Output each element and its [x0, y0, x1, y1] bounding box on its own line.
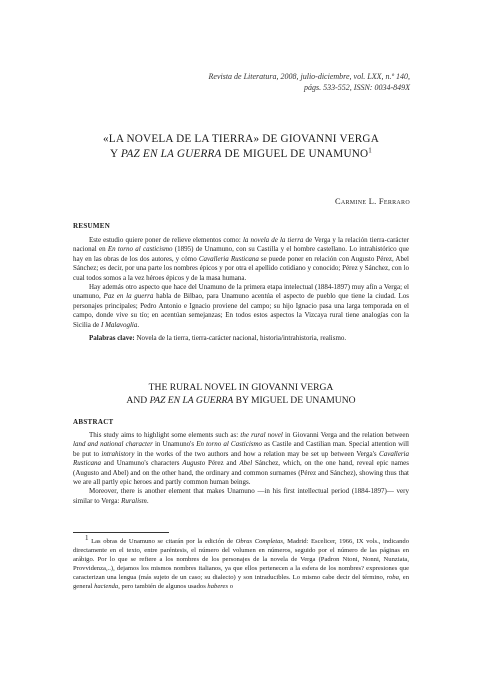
journal-reference [90, 71, 410, 93]
footnote-1: $^1$ Las obras de Unamuno se citarán por la edición de Obras Completas, Madrid: Escelicer, 1966, IX vols., indicando directamente en el texto, entre paréntesis, el número del volumen en números, seguido por el número de las páginas en arábigo. Por lo que se refiere a los nombres de los personajes de la novela de Verga (Padron Ntoni, Nonni, Nunziata, Provvidenza,..), dejamos los mismos nombres italianos, ya que ellos pertenecen a la esfera de los nombres? expresiones que caracterizan una lengua (más sujeto de un caso; su dialecto) y son intraducibles. Lo mismo cabe decir del término, roba, en general hacienda, pero también de algunos usados haberes o [73, 533, 409, 590]
author-name: Carmine L. Ferraro [334, 197, 410, 206]
resumen-heading: RESUMEN [73, 222, 111, 230]
keywords-text: Novela de la tierra, tierra-carácter nacional, historia/intrahistoria, realismo. [134, 334, 347, 343]
footnote-number: 1 [85, 533, 89, 542]
title-tail: DE MIGUEL DE UNAMUNO [221, 148, 369, 160]
article-title-line-1: «LA NOVELA DE LA TIERRA» DE GIOVANNI VERGA [103, 133, 379, 145]
english-title [60, 381, 422, 407]
title-italic: PAZ EN LA GUERRA [120, 148, 222, 160]
article-title [60, 132, 422, 162]
title-footnote-mark[interactable]: 1 [368, 146, 372, 155]
keywords-label: Palabras clave: [89, 334, 135, 343]
english-title-line-1: THE RURAL NOVEL IN GIOVANNI VERGA [148, 382, 334, 393]
journal-reference-line-1: Revista de Literatura, 2008, julio-diciembre, vol. LXX, n.º 140, [208, 72, 410, 81]
english-title-line-2: AND PAZ EN LA GUERRA BY MIGUEL DE UNAMUNO [126, 395, 356, 406]
journal-reference-line-2: págs. 533-552, ISSN: 0034-849X [304, 83, 410, 92]
resumen-paragraph-2: Hay además otro aspecto que hace del Unamuno de la primera etapa intelectual (1884-1897) muy afín a Verga; el unamuno, Paz en la guerra habla de Bilbao, para Unamuno acentúa el aspecto de pueblo que tiene la ciudad. Los personajes principales; Pedro Antonio e Ignacio proviene del campo; su hijo Ignacio pasa una larga temporada en el campo, donde vive su tío; en acentúan semejanzas; En todos estos aspectos la Vizcaya rural tiene analogías con la Sicilia de I Malavoglia. [73, 283, 410, 329]
abstract-heading: ABSTRACT [73, 418, 114, 426]
resumen-body [73, 236, 409, 343]
article-title-line-2 [60, 147, 422, 162]
footnote [73, 533, 409, 591]
abstract-body [73, 431, 409, 506]
title-lead: Y [110, 148, 121, 160]
abstract-paragraph-1: This study aims to highlight some elements such as: the rural novel in Giovanni Verga and the relation between land and national character in Unamuno's En torno al Casticismo as Castile and Castilian man. Special attention will be put to intrahistory in the works of the two authors and how a relation may be set up between Verga's Cavalleria Rusticana and Unamuno's characters Augusto Pérez and Abel Sánchez, which, on the one hand, reveal epic names (Augusto and Abel) and on the other hand, the ordinary and common surnames (Pérez and Sánchez), showing thus that we are all partly epic heroes and partly common human beings. [73, 431, 409, 487]
resumen-keywords [73, 334, 409, 343]
abstract-paragraph-2: Moreover, there is another element that makes Unamuno —in his first intellectual period (1884-1897)— very similar to Verga: Ruralism. [73, 487, 409, 505]
resumen-paragraph-1: Este estudio quiere poner de relieve elementos como: la novela de la tierra de Verga y la relación tierra-carácter nacional en En torno al casticismo (1895) de Unamuno, con su Castilla y el hombre castellano. Lo intrahistórico que hay en las obras de los dos autores, y cómo Cavalleria Rusticana se puede poner en relación con Augusto Pérez, Abel Sánchez; es decir, por una parte los nombres épicos y por otra el apellido cotidiano y conocido; Pérez y Sánchez, con lo cual todos somos a la vez héroes épicos y de la masa humana. [73, 236, 409, 282]
